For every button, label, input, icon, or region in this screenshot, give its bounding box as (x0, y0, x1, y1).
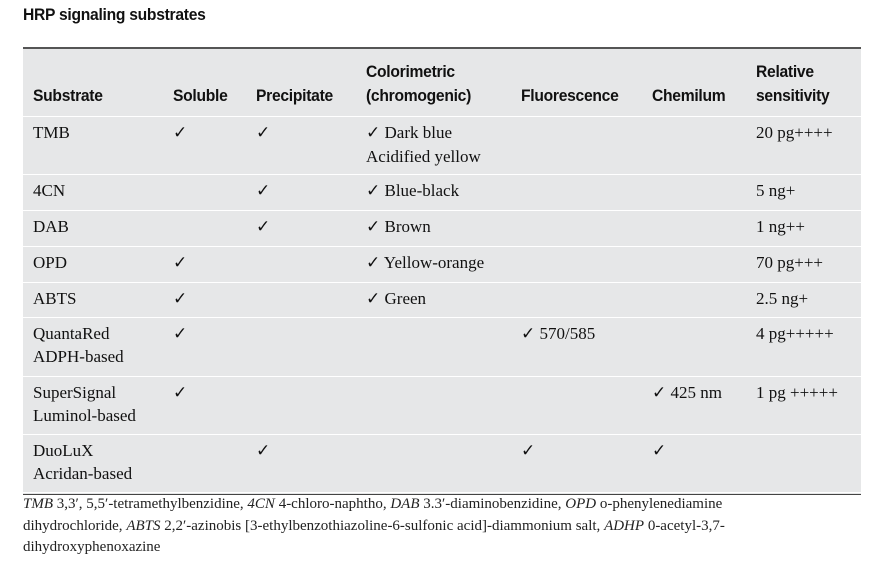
cell-precipitate (246, 377, 356, 435)
sensitivity-value: 4 pg+++++ (756, 324, 834, 343)
sensitivity-value: 2.5 ng+ (756, 289, 809, 308)
table-row (23, 117, 861, 175)
footnote-abbreviation: ADHP (604, 517, 645, 534)
cell-substrate (23, 283, 163, 318)
column-header-text: sensitivity (756, 86, 830, 105)
cell-colorimetric (356, 318, 511, 377)
check-mark-icon: ✓ (256, 123, 271, 143)
header-row (23, 49, 861, 117)
cell-precipitate (246, 283, 356, 318)
cell-fluorescence (511, 318, 642, 377)
cell-chemilum (642, 435, 746, 493)
cell-precipitate (246, 117, 356, 175)
column-header-text: Precipitate (256, 86, 333, 105)
table-footnote (23, 494, 873, 559)
colorimetric-entry (366, 287, 511, 311)
footnote-abbreviation: 4CN (247, 496, 275, 512)
check-mark-icon: ✓ (173, 253, 188, 273)
check-mark-icon: ✓ (173, 324, 188, 344)
check-mark-icon: ✓ (521, 324, 536, 344)
colorimetric-entry (366, 251, 511, 275)
check-mark-icon: ✓ (256, 441, 271, 461)
table-row (23, 377, 861, 435)
cell-soluble (163, 117, 246, 175)
column-header-text: Relative (756, 62, 814, 81)
table-row (23, 283, 861, 318)
column-header-soluble (163, 49, 246, 117)
footnote-text: 3,3′, 5,5′-tetramethylbenzidine, (53, 496, 248, 512)
check-mark-icon: ✓ (366, 253, 381, 273)
cell-substrate (23, 318, 163, 377)
cell-fluorescence (511, 247, 642, 283)
substrate-name: OPD (33, 253, 68, 272)
footnote-abbreviation: ABTS (126, 517, 161, 534)
cell-fluorescence (511, 175, 642, 211)
cell-precipitate (246, 175, 356, 211)
column-header-text: (chromogenic) (366, 86, 472, 105)
substrate-table (23, 47, 861, 495)
substrate-name: SuperSignal (33, 383, 117, 402)
cell-soluble (163, 377, 246, 435)
table-row (23, 175, 861, 211)
column-header-precipitate (246, 49, 356, 117)
check-mark-icon: ✓ (173, 123, 188, 143)
substrate-name: QuantaRed (33, 324, 110, 343)
substrate-name: TMB (33, 123, 70, 142)
cell-soluble (163, 283, 246, 318)
cell-soluble (163, 247, 246, 283)
colorimetric-color: Brown (384, 217, 431, 236)
cell-fluorescence (511, 435, 642, 493)
cell-soluble (163, 175, 246, 211)
cell-precipitate (246, 247, 356, 283)
cell-chemilum (642, 175, 746, 211)
cell-chemilum (642, 247, 746, 283)
cell-chemilum (642, 283, 746, 318)
cell-relative-sensitivity (746, 211, 861, 247)
cell-substrate (23, 175, 163, 211)
cell-chemilum (642, 211, 746, 247)
check-mark-icon: ✓ (173, 383, 188, 403)
cell-precipitate (246, 435, 356, 493)
table-row (23, 318, 861, 377)
check-mark-icon: ✓ (256, 181, 271, 201)
column-header-colorimetric (356, 49, 511, 117)
colorimetric-color: Acidified yellow (366, 147, 481, 166)
footnote-line (23, 516, 873, 538)
colorimetric-entry (366, 121, 511, 145)
table-row (23, 435, 861, 493)
sensitivity-value: 1 pg +++++ (756, 383, 838, 402)
check-mark-icon: ✓ (366, 217, 381, 237)
check-mark-icon: ✓ (652, 441, 667, 461)
colorimetric-color: Yellow-orange (383, 253, 485, 272)
table-title: HRP signaling substrates (23, 5, 206, 24)
footnote-text: o-phenylenediamine (596, 496, 723, 512)
check-mark-icon: ✓ (366, 181, 381, 201)
sensitivity-value: 1 ng++ (756, 217, 805, 236)
substrate-name: DuoLuX (33, 441, 94, 460)
cell-substrate (23, 247, 163, 283)
cell-chemilum (642, 117, 746, 175)
sensitivity-value: 5 ng+ (756, 181, 796, 200)
cell-relative-sensitivity (746, 117, 861, 175)
column-header-chemilum (642, 49, 746, 117)
cell-soluble (163, 211, 246, 247)
footnote-text: 4-chloro-naphtho, (274, 496, 391, 512)
substrate-name: ABTS (33, 289, 77, 308)
cell-relative-sensitivity (746, 247, 861, 283)
cell-precipitate (246, 318, 356, 377)
substrate-name: Acridan-based (33, 464, 133, 483)
colorimetric-entry (366, 179, 511, 203)
cell-precipitate (246, 211, 356, 247)
footnote-text: dihydrochloride, (23, 517, 127, 534)
table-row (23, 211, 861, 247)
column-header-text: Fluorescence (521, 86, 619, 105)
column-header-text: Colorimetric (366, 62, 455, 81)
chemilum-wavelength: 425 nm (670, 383, 722, 402)
footnote-text: 0-acetyl-3,7- (644, 517, 725, 534)
substrate-name: Luminol-based (33, 406, 136, 425)
sensitivity-value: 20 pg++++ (756, 123, 833, 142)
colorimetric-color: Green (384, 289, 427, 308)
check-mark-icon: ✓ (521, 441, 536, 461)
sensitivity-value: 70 pg+++ (756, 253, 824, 272)
colorimetric-entry (366, 145, 511, 168)
substrate-name: ADPH-based (33, 347, 124, 366)
cell-substrate (23, 211, 163, 247)
cell-chemilum (642, 377, 746, 435)
footnote-line (23, 494, 873, 516)
colorimetric-color: Blue-black (384, 181, 460, 200)
cell-relative-sensitivity (746, 283, 861, 318)
colorimetric-color: Dark blue (384, 123, 453, 142)
cell-fluorescence (511, 283, 642, 318)
cell-colorimetric (356, 117, 511, 175)
column-header-relative-sensitivity (746, 49, 861, 117)
substrate-name: DAB (33, 217, 69, 236)
footnote-abbreviation: TMB (23, 496, 53, 512)
table-row (23, 247, 861, 283)
column-header-fluorescence (511, 49, 642, 117)
cell-substrate (23, 117, 163, 175)
cell-substrate (23, 435, 163, 493)
check-mark-icon: ✓ (366, 123, 381, 143)
cell-fluorescence (511, 211, 642, 247)
column-header-text: Substrate (33, 86, 103, 105)
footnote-text: 3.3′-diaminobenzidine, (419, 496, 566, 512)
table-body (23, 117, 861, 493)
cell-colorimetric (356, 377, 511, 435)
cell-colorimetric (356, 211, 511, 247)
check-mark-icon: ✓ (173, 289, 188, 309)
substrate-name: 4CN (33, 181, 66, 200)
cell-relative-sensitivity (746, 377, 861, 435)
column-header-substrate (23, 49, 163, 117)
column-header-text: Soluble (173, 86, 228, 105)
footnote-text: dihydroxyphenoxazine (23, 539, 161, 555)
cell-colorimetric (356, 247, 511, 283)
column-header-text: Chemilum (652, 86, 726, 105)
footnote-line (23, 537, 873, 559)
footnote-abbreviation: OPD (565, 496, 597, 512)
cell-substrate (23, 377, 163, 435)
cell-fluorescence (511, 117, 642, 175)
cell-colorimetric (356, 175, 511, 211)
check-mark-icon: ✓ (652, 383, 667, 403)
cell-chemilum (642, 318, 746, 377)
cell-colorimetric (356, 435, 511, 493)
cell-relative-sensitivity (746, 318, 861, 377)
cell-soluble (163, 435, 246, 493)
cell-soluble (163, 318, 246, 377)
cell-relative-sensitivity (746, 435, 861, 493)
check-mark-icon: ✓ (256, 217, 271, 237)
footnote-text: 2,2′-azinobis [3-ethylbenzothiazoline-6-sulfonic acid]-diammonium salt, (160, 517, 605, 534)
cell-colorimetric (356, 283, 511, 318)
fluorescence-wavelength: 570/585 (539, 324, 596, 343)
check-mark-icon: ✓ (366, 289, 381, 309)
cell-fluorescence (511, 377, 642, 435)
colorimetric-entry (366, 215, 511, 239)
footnote-abbreviation: DAB (390, 496, 420, 512)
cell-relative-sensitivity (746, 175, 861, 211)
